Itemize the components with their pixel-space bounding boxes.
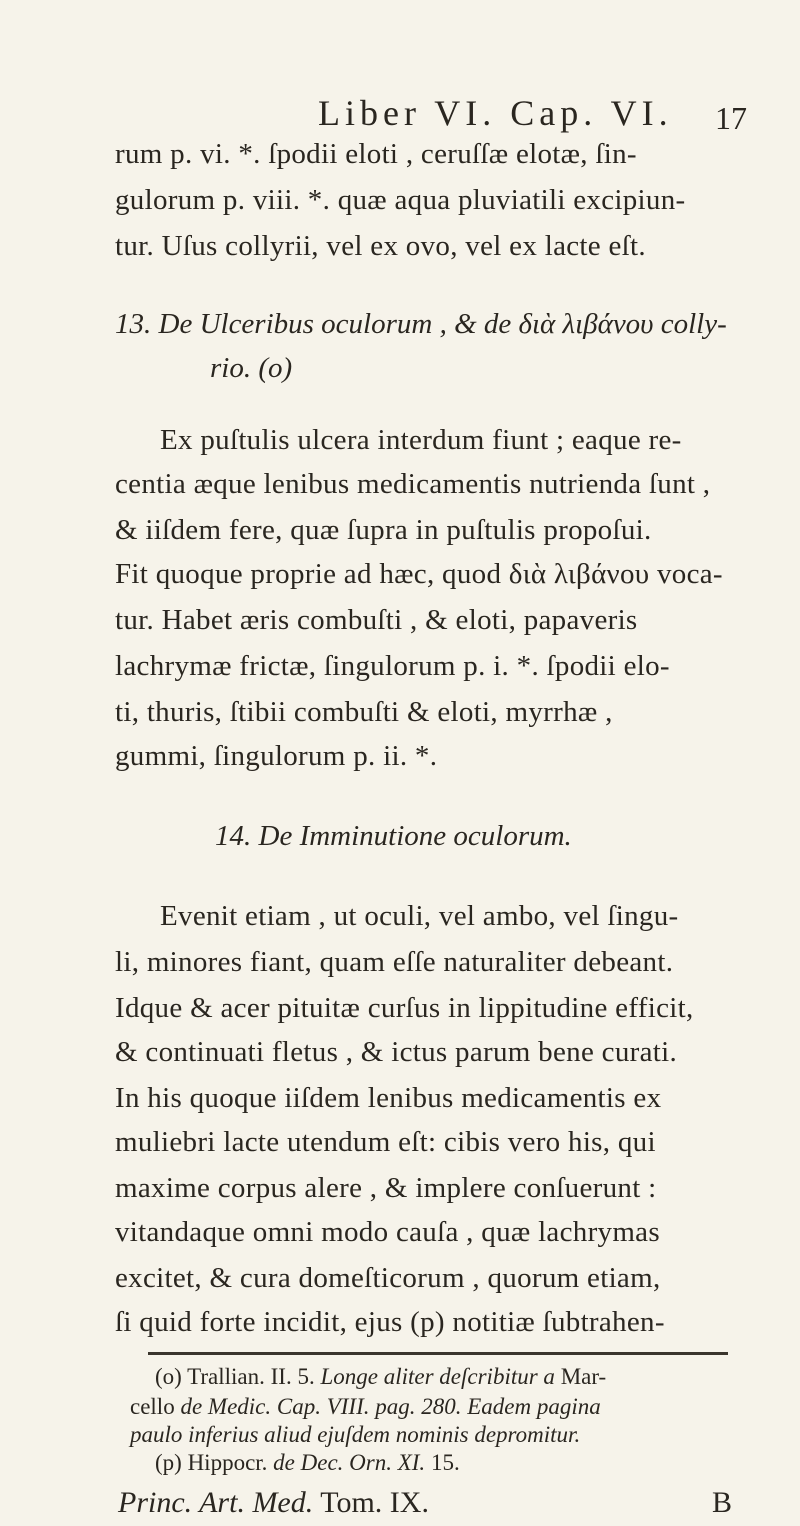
text-line: gulorum p. viii. *. quæ aqua pluviatili excipiun-	[115, 184, 686, 216]
footnote-p-citation: de Dec. Orn. XI.	[273, 1450, 426, 1475]
text-line: & iiſdem fere, quæ ſupra in puſtulis propoſui.	[115, 514, 652, 546]
text-line: gummi, ſingulorum p. ii. *.	[115, 740, 438, 772]
footnote-o-line3: paulo inferius aliud ejuſdem nominis depromitur.	[130, 1422, 581, 1447]
text-line: Ex puſtulis ulcera interdum fiunt ; eaque re-	[160, 424, 682, 456]
text-line: ti, thuris, ſtibii combuſti & eloti, myrrhæ ,	[115, 696, 613, 728]
text-line: maxime corpus alere , & implere conſuerunt :	[115, 1172, 657, 1204]
footnote-o-author-cont: cello	[130, 1394, 175, 1419]
section-heading-13-cont: rio. (o)	[210, 352, 293, 384]
page-number: 17	[715, 100, 747, 136]
text-line: In his quoque iiſdem lenibus medicamentis ex	[115, 1082, 662, 1114]
section-heading-14: 14. De Imminutione oculorum.	[215, 820, 572, 852]
text-line: ſi quid forte incidit, ejus (p) notitiæ ſubtrahen-	[115, 1306, 665, 1338]
running-head: Liber VI. Cap. VI.	[318, 93, 673, 133]
footnote-o-line1	[155, 1364, 606, 1390]
footnote-p-number: 15.	[430, 1450, 460, 1475]
text-line: tur. Habet æris combuſti , & eloti, papaveris	[115, 604, 638, 636]
text-line: tur. Uſus collyrii, vel ex ovo, vel ex lacte eſt.	[115, 230, 646, 262]
footnote-o-line2	[130, 1394, 601, 1420]
footnote-rule	[148, 1352, 728, 1355]
footnote-o-author: Mar-	[560, 1364, 607, 1389]
footnote-o-text: Longe aliter deſcribitur a	[320, 1364, 555, 1389]
footnote-p	[155, 1450, 460, 1476]
text-line: Idque & acer pituitæ curſus in lippitudine efficit,	[115, 992, 694, 1024]
section-heading-13: 13. De Ulceribus oculorum , & de διὰ λιβάνου colly-	[115, 308, 727, 340]
text-line: Evenit etiam , ut oculi, vel ambo, vel ſingu-	[160, 900, 679, 932]
text-line: muliebri lacte utendum eſt: cibis vero his, qui	[115, 1126, 656, 1158]
footnote-p-ref: (p) Hippocr.	[155, 1450, 268, 1475]
signature-title: Princ. Art. Med.	[118, 1486, 314, 1519]
text-line: vitandaque omni modo cauſa , quæ lachrymas	[115, 1216, 660, 1248]
gathering-mark: B	[712, 1486, 733, 1519]
text-line: centia æque lenibus medicamentis nutrienda ſunt ,	[115, 468, 711, 500]
text-line: Fit quoque proprie ad hæc, quod διὰ λιβάνου voca-	[115, 558, 723, 590]
text-line: lachrymæ frictæ, ſingulorum p. i. *. ſpodii elo-	[115, 650, 670, 682]
text-line: rum p. vi. *. ſpodii eloti , ceruſſæ elotæ, ſin-	[115, 138, 637, 170]
text-line: excitet, & cura domeſticorum , quorum etiam,	[115, 1262, 661, 1294]
footnote-o-citation: de Medic. Cap. VIII. pag. 280. Eadem pagina	[180, 1394, 601, 1419]
footnote-o-ref: (o) Trallian. II. 5.	[155, 1364, 315, 1389]
signature-volume: Tom. IX.	[320, 1486, 429, 1519]
signature-line	[118, 1486, 429, 1520]
text-line: li, minores fiant, quam eſſe naturaliter debeant.	[115, 946, 674, 978]
text-line: & continuati fletus , & ictus parum bene curati.	[115, 1036, 678, 1068]
